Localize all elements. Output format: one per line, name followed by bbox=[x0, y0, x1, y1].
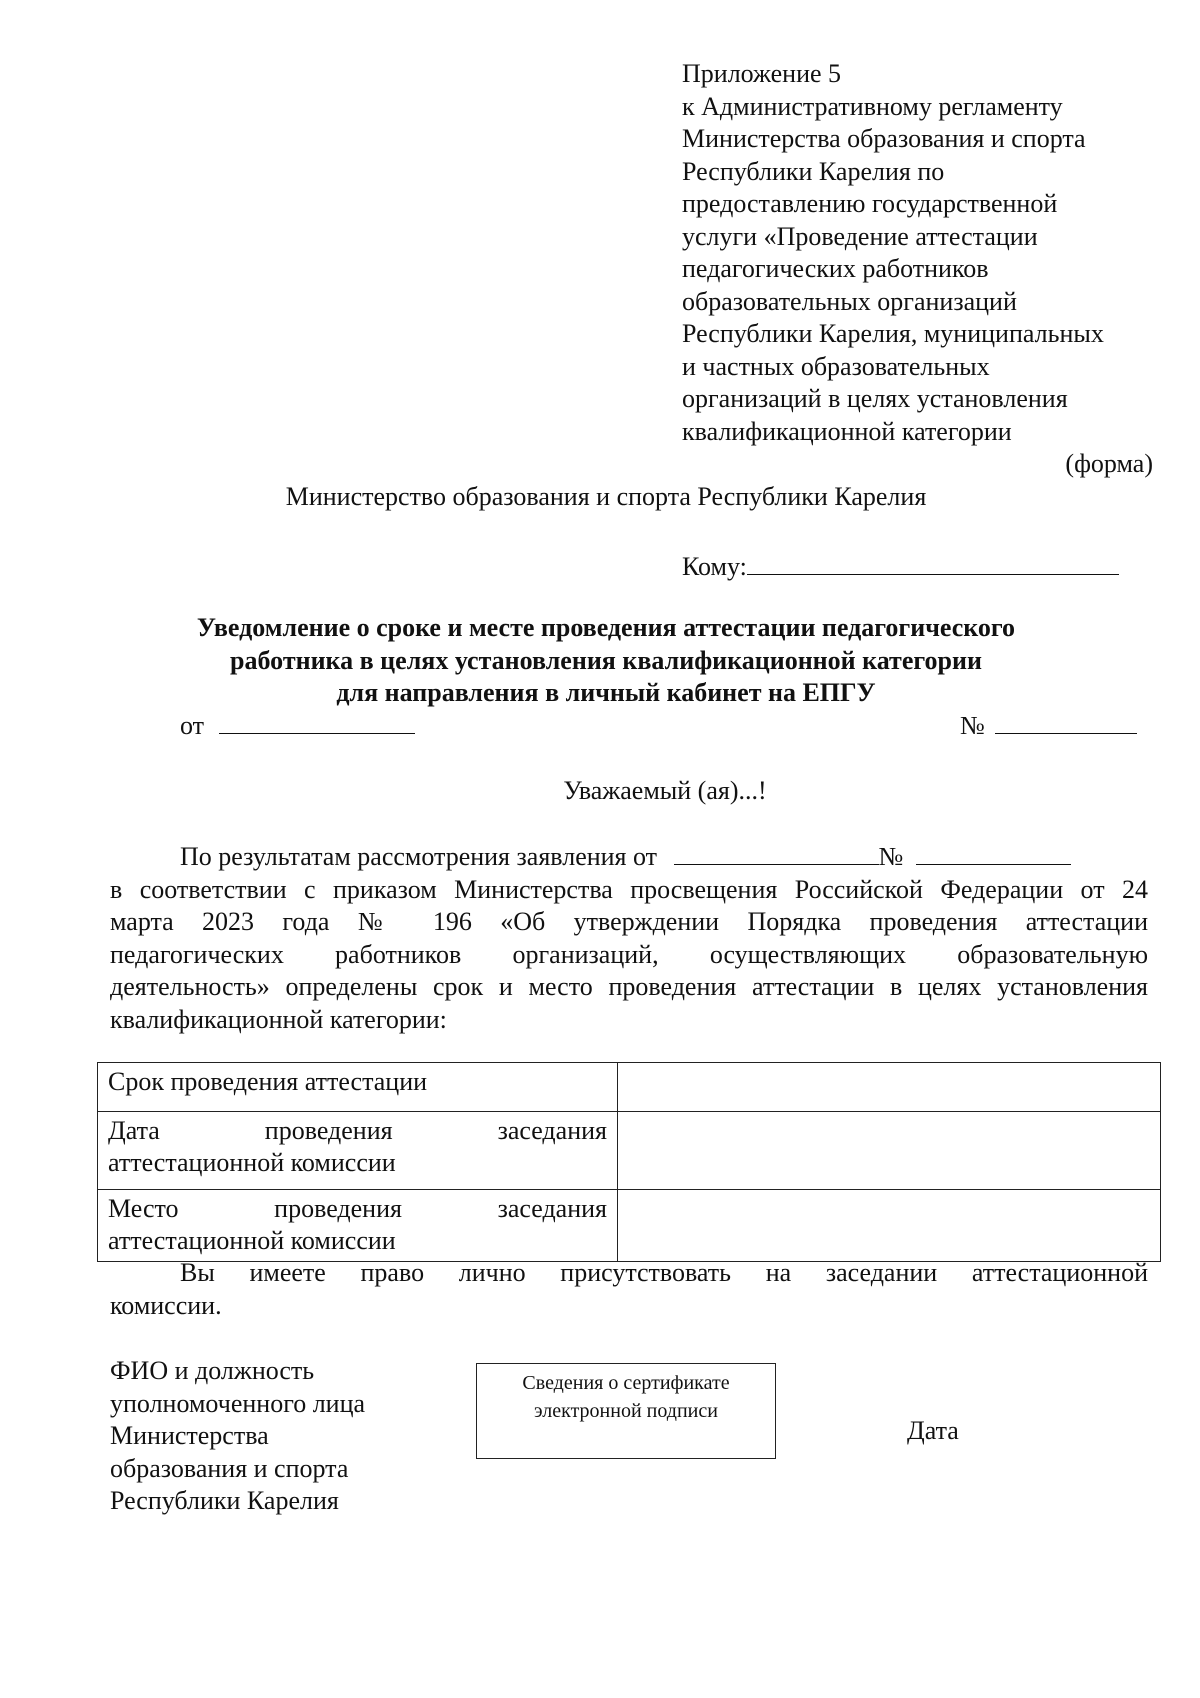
number-label: № bbox=[960, 711, 985, 740]
annex-block bbox=[682, 58, 1182, 448]
ministry-name: Министерство образования и спорта Республики Карелия bbox=[285, 482, 927, 511]
table-label-cell bbox=[98, 1063, 618, 1112]
table-row bbox=[98, 1112, 1161, 1190]
attestation-table bbox=[97, 1062, 1161, 1262]
signer-block bbox=[110, 1355, 430, 1518]
table-value-cell bbox=[618, 1063, 1161, 1112]
signature-certificate-box bbox=[476, 1363, 776, 1459]
body-line: в соответствии с приказом Министерства просвещения Российской Федерации от 24 bbox=[110, 874, 1148, 904]
table-label-line: Дата проведения заседания bbox=[108, 1116, 607, 1145]
body-line: деятельность» определены срок и место проведения аттестации в целях установления bbox=[110, 972, 1148, 1001]
signature-date-label: Дата bbox=[907, 1416, 959, 1445]
annex-line: квалификационной категории bbox=[682, 416, 1012, 446]
signer-line: уполномоченного лица bbox=[110, 1388, 366, 1418]
intro-line bbox=[110, 840, 1148, 874]
recipient-line bbox=[682, 550, 1119, 584]
table-label-line: Место проведения заседания bbox=[108, 1194, 607, 1223]
table-label-cell bbox=[98, 1190, 618, 1262]
title-line: для направления в личный кабинет на ЕПГУ bbox=[336, 678, 876, 707]
annex-line: предоставлению государственной bbox=[682, 189, 1058, 218]
table-row bbox=[98, 1063, 1161, 1112]
number-blank bbox=[995, 709, 1137, 734]
signer-line: Республики Карелия bbox=[110, 1486, 339, 1515]
body-line: квалификационной категории: bbox=[110, 1004, 447, 1034]
table-value-cell bbox=[618, 1190, 1161, 1262]
rights-line: Вы имеете право лично присутствовать на заседании аттестационной bbox=[180, 1258, 1148, 1287]
recipient-label: Кому: bbox=[682, 552, 747, 581]
annex-line: Республики Карелия по bbox=[682, 156, 945, 186]
annex-line: Приложение 5 bbox=[682, 59, 842, 88]
annex-line: образовательных организаций bbox=[682, 286, 1017, 316]
cert-line: электронной подписи bbox=[534, 1400, 718, 1422]
annex-line: Республики Карелия, муниципальных bbox=[682, 319, 1104, 348]
body-line: марта 2023 года № 196 «Об утверждении Порядка проведения аттестации bbox=[110, 907, 1148, 936]
table-value-cell bbox=[618, 1112, 1161, 1190]
application-date-blank bbox=[674, 840, 879, 865]
signer-line: ФИО и должность bbox=[110, 1356, 315, 1385]
annex-line: услуги «Проведение аттестации bbox=[682, 221, 1038, 251]
table-label-line: аттестационной комиссии bbox=[108, 1148, 396, 1177]
signer-line: Министерства bbox=[110, 1421, 269, 1450]
table-label-line: аттестационной комиссии bbox=[108, 1226, 396, 1255]
annex-line: и частных образовательных bbox=[682, 351, 990, 381]
body-paragraph bbox=[110, 840, 1148, 1036]
application-number-blank bbox=[916, 840, 1071, 865]
annex-line: к Административному регламенту bbox=[682, 91, 1063, 121]
title-line: работника в целях установления квалификационной категории bbox=[230, 645, 982, 675]
table-label-line: Срок проведения аттестации bbox=[108, 1067, 428, 1096]
table-label-cell bbox=[98, 1112, 618, 1190]
intro-prefix: По результатам рассмотрения заявления от bbox=[180, 842, 658, 871]
greeting: Уважаемый (ая)...! bbox=[563, 776, 767, 805]
from-label: от bbox=[180, 711, 205, 740]
intro-number-label: № bbox=[878, 842, 904, 871]
rights-paragraph bbox=[110, 1257, 1148, 1322]
from-blank bbox=[219, 709, 415, 734]
title-line: Уведомление о сроке и месте проведения аттестации педагогического bbox=[196, 613, 1016, 642]
cert-line: Сведения о сертификате bbox=[522, 1372, 730, 1394]
form-label: (форма) bbox=[1065, 449, 1153, 478]
recipient-blank bbox=[747, 550, 1119, 575]
annex-line: организаций в целях установления bbox=[682, 384, 1068, 413]
annex-line: Министерства образования и спорта bbox=[682, 124, 1086, 153]
table-row bbox=[98, 1190, 1161, 1262]
document-title bbox=[0, 612, 1200, 710]
date-from-line bbox=[180, 709, 415, 743]
rights-line: комиссии. bbox=[110, 1290, 222, 1320]
signer-line: образования и спорта bbox=[110, 1453, 349, 1483]
document-number-line bbox=[960, 709, 1137, 743]
annex-line: педагогических работников bbox=[682, 254, 989, 283]
body-line: педагогических работников организаций, осуществляющих образовательную bbox=[110, 939, 1148, 969]
